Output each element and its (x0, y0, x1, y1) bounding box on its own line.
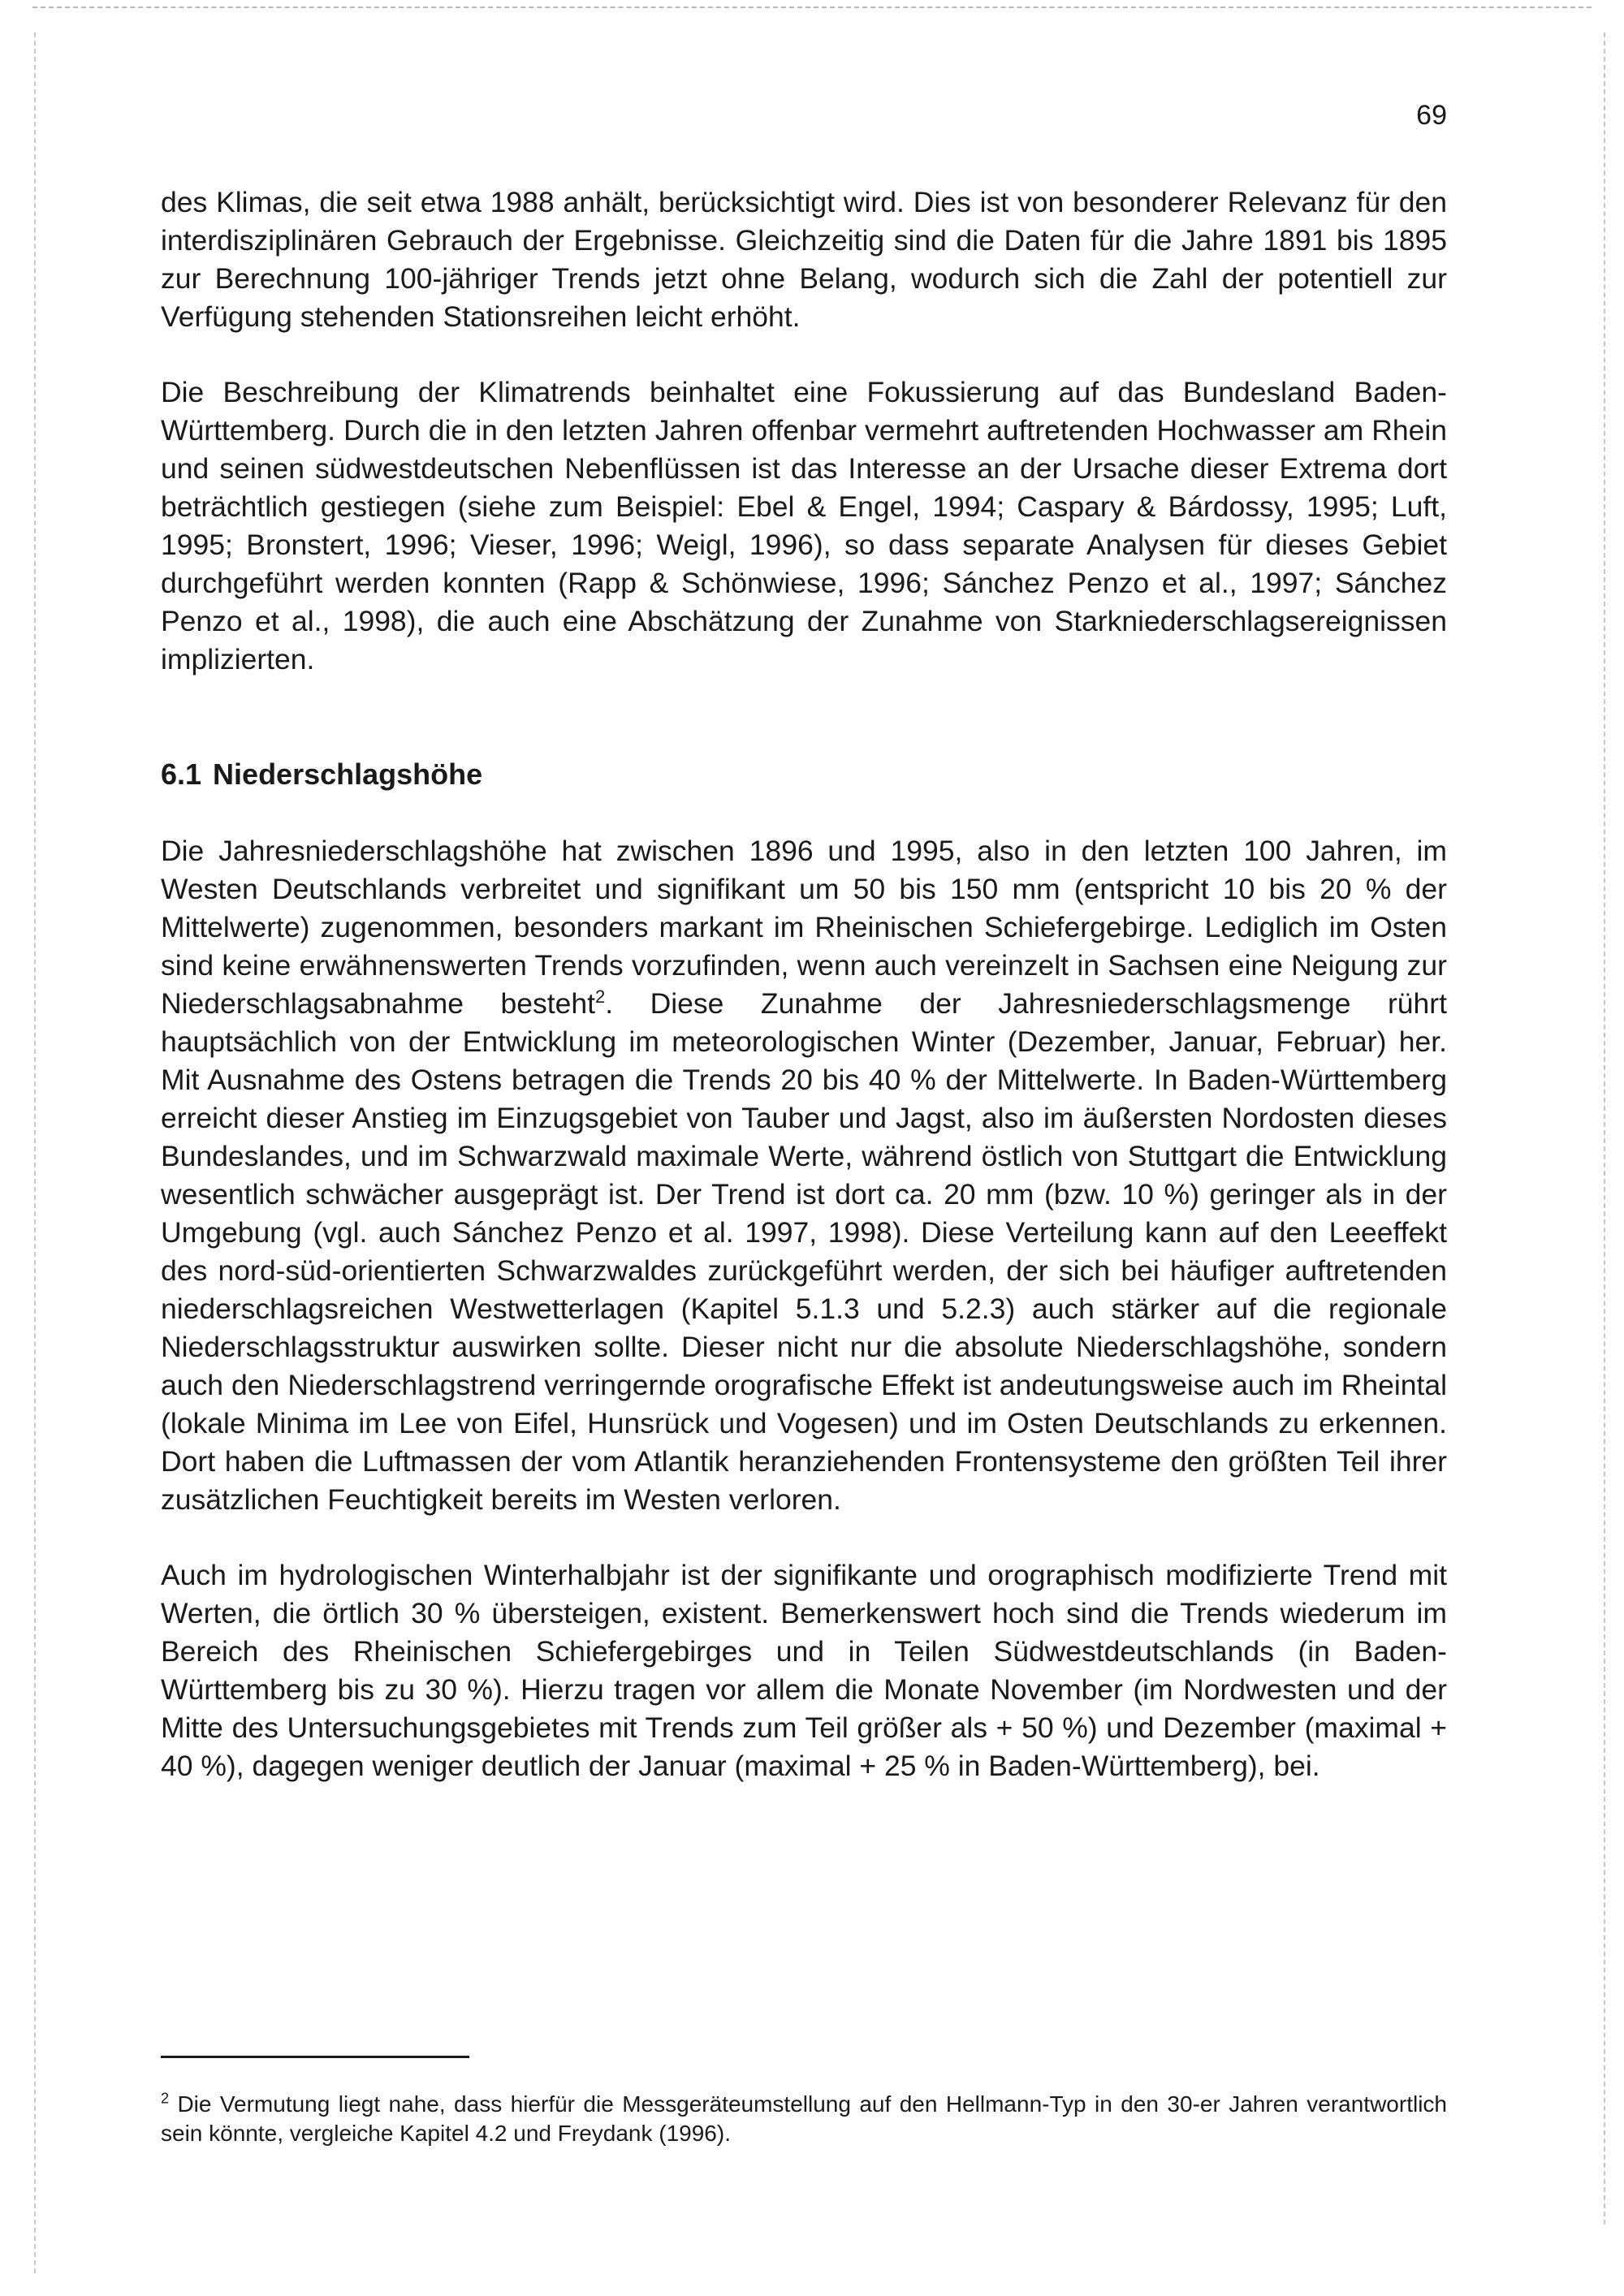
page-body (161, 183, 1447, 1785)
scan-edge-left (34, 32, 36, 2273)
section-heading (161, 755, 1447, 793)
paragraph-annual-precipitation-part1: Die Jahresniederschlagshöhe hat zwischen 1896 und 1995, also in den letzten 100 Jahren, im Westen Deutschlands verbreitet und signifikant um 50 bis 150 mm (entspricht 10 bis 20 % der Mittelwerte) zugenommen, besonders markant im Rheinischen Schiefergebirge. Lediglich im Osten sind keine erwähnenswerten Trends vorzufinden, wenn auch vereinzelt in Sachsen eine Neigung zur Niederschlagsabnahme besteht (161, 835, 1447, 1020)
paragraph-annual-precipitation (161, 832, 1447, 1519)
footnote-reference[interactable]: 2 (594, 986, 606, 1008)
section-title: Niederschlagshöhe (213, 757, 483, 791)
scan-edge-top (32, 6, 1592, 8)
paragraph-annual-precipitation-part2: . Diese Zunahme der Jahresniederschlagsmenge rührt hauptsächlich von der Entwicklung im meteorologischen Winter (Dezember, Januar, Februar) her. Mit Ausnahme des Ostens betragen die Trends 20 bis 40 % der Mittelwerte. In Baden-Württemberg erreicht dieser Anstieg im Einzugsgebiet von Tauber und Jagst, also im äußersten Nordosten dieses Bundeslandes, und im Schwarzwald maximale Werte, während östlich von Stuttgart die Entwicklung wesentlich schwächer ausgeprägt ist. Der Trend ist dort ca. 20 mm (bzw. 10 %) geringer als in der Umgebung (vgl. auch Sánchez Penzo et al. 1997, 1998). Diese Verteilung kann auf den Leeeffekt des nord-süd-orientierten Schwarzwaldes zurückgeführt werden, der sich bei häufiger auftretenden niederschlagsreichen Westwetterlagen (Kapitel 5.1.3 und 5.2.3) auch stärker auf die regionale Niederschlagsstruktur auswirken sollte. Dieser nicht nur die absolute Niederschlagshöhe, sondern auch den Niederschlagstrend verringernde orografische Effekt ist andeutungsweise auch im Rheintal (lokale Minima im Lee von Eifel, Hunsrück und Vogesen) und im Osten Deutschlands zu erkennen. Dort haben die Luftmassen der vom Atlantik heranziehenden Frontensysteme den größten Teil ihrer zusätzlichen Feuchtigkeit bereits im Westen verloren. (161, 987, 1447, 1516)
footnote-text: Die Vermutung liegt nahe, dass hierfür die Messgeräteumstellung auf den Hellmann-Typ in den 30-er Jahren verantwortlich sein könnte, vergleiche Kapitel 4.2 und Freydank (1996). (161, 2091, 1447, 2146)
footnote-divider (161, 2056, 469, 2058)
paragraph-baden-wuerttemberg-focus: Die Beschreibung der Klimatrends beinhaltet eine Fokussierung auf das Bundesland Baden-Württemberg. Durch die in den letzten Jahren offenbar vermehrt auftretenden Hochwasser am Rhein und seinen südwestdeutschen Nebenflüssen ist das Interesse an der Ursache dieser Extrema dort beträchtlich gestiegen (siehe zum Beispiel: Ebel & Engel, 1994; Caspary & Bárdossy, 1995; Luft, 1995; Bronstert, 1996; Vieser, 1996; Weigl, 1996), so dass separate Analysen für dieses Gebiet durchgeführt werden konnten (Rapp & Schönwiese, 1996; Sánchez Penzo et al., 1997; Sánchez Penzo et al., 1998), die auch eine Abschätzung der Zunahme von Starkniederschlagsereignissen implizierten. (161, 376, 1447, 675)
footnote-marker: 2 (161, 2090, 170, 2107)
paragraph-winter-half-year: Auch im hydrologischen Winterhalbjahr ist der signifikante und orographisch modifizierte Trend mit Werten, die örtlich 30 % übersteigen, existent. Bemerkenswert hoch sind die Trends wiederum im Bereich des Rheinischen Schiefergebirges und in Teilen Südwestdeutschlands (in Baden-Württemberg bis zu 30 %). Hierzu tragen vor allem die Monate November (im Nordwesten und der Mitte des Untersuchungsgebietes mit Trends zum Teil größer als + 50 %) und Dezember (maximal + 40 %), dagegen weniger deutlich der Januar (maximal + 25 % in Baden-Württemberg), bei. (161, 1559, 1447, 1782)
page-number: 69 (1416, 100, 1447, 131)
footnote (161, 2090, 1447, 2148)
paragraph-climate-period: des Klimas, die seit etwa 1988 anhält, berücksichtigt wird. Dies ist von besonderer Relevanz für den interdisziplinären Gebrauch der Ergebnisse. Gleichzeitig sind die Daten für die Jahre 1891 bis 1895 zur Berechnung 100-jähriger Trends jetzt ohne Belang, wodurch sich die Zahl der potentiell zur Verfügung stehenden Stationsreihen leicht erhöht. (161, 186, 1447, 333)
section-number: 6.1 (161, 757, 202, 791)
scan-edge-right (1604, 32, 1605, 2225)
